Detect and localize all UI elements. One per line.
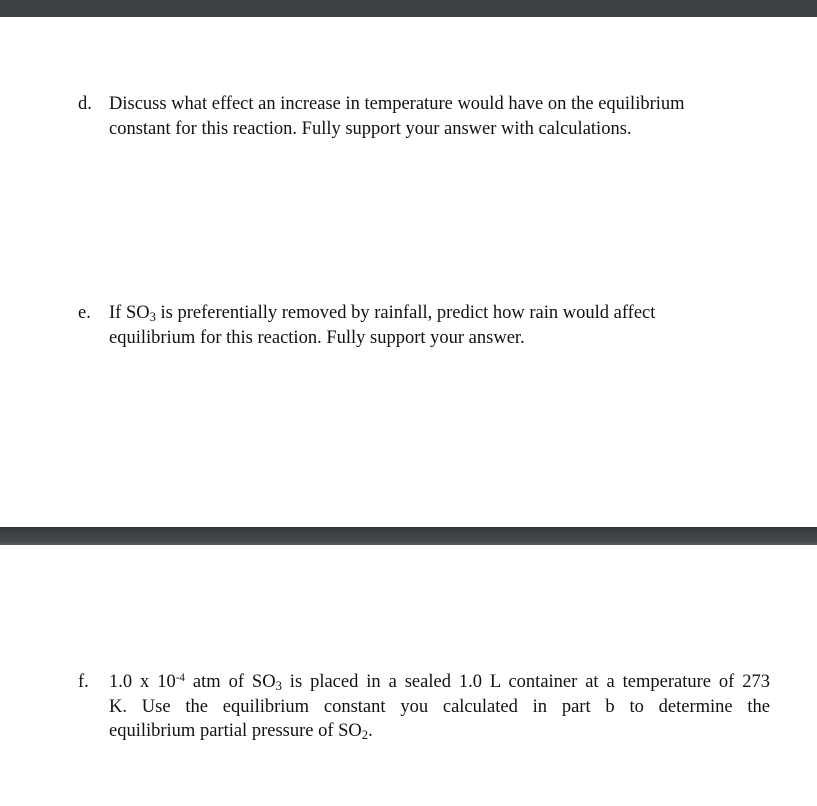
question-e-line-1 — [109, 301, 769, 326]
question-e-text — [109, 301, 769, 350]
question-f-line-3 — [109, 719, 770, 744]
question-e-so3-subscript: 3 — [149, 310, 156, 325]
question-d-marker: d. — [78, 94, 92, 114]
question-f-marker: f. — [78, 672, 89, 692]
question-f-period: . — [368, 721, 373, 741]
question-f-so2-text: equilibrium partial pressure of SO — [109, 721, 362, 741]
page-break-divider — [0, 527, 817, 545]
question-e-marker: e. — [78, 303, 91, 323]
question-d-line-2: constant for this reaction. Fully support your answer with calculations. — [109, 118, 632, 139]
question-e-line-2: equilibrium for this reaction. Fully support your answer. — [109, 327, 525, 348]
question-f-pressure-value: 1.0 x 10 — [109, 672, 176, 692]
question-f-line-2: K. Use the equilibrium constant you calculated in part b to determine the — [109, 696, 770, 717]
question-f-so3-text: atm of SO — [184, 672, 276, 692]
question-f-text — [109, 670, 770, 744]
question-e-so3-text: If SO — [109, 303, 150, 323]
top-page-divider — [0, 0, 817, 17]
question-f-line-1 — [109, 670, 770, 695]
question-f-line-1-rest: is placed in a sealed 1.0 L container at a temperature of 273 — [281, 672, 770, 692]
question-e-line-1-rest: is preferentially removed by rainfall, predict how rain would affect — [155, 303, 656, 323]
question-f-exponent: -4 — [175, 671, 185, 684]
question-d-line-1: Discuss what effect an increase in temperature would have on the equilibrium — [109, 94, 685, 114]
question-f-so2-subscript: 2 — [361, 728, 369, 743]
question-d-text — [109, 92, 769, 141]
question-f-so3-subscript: 3 — [275, 679, 282, 694]
